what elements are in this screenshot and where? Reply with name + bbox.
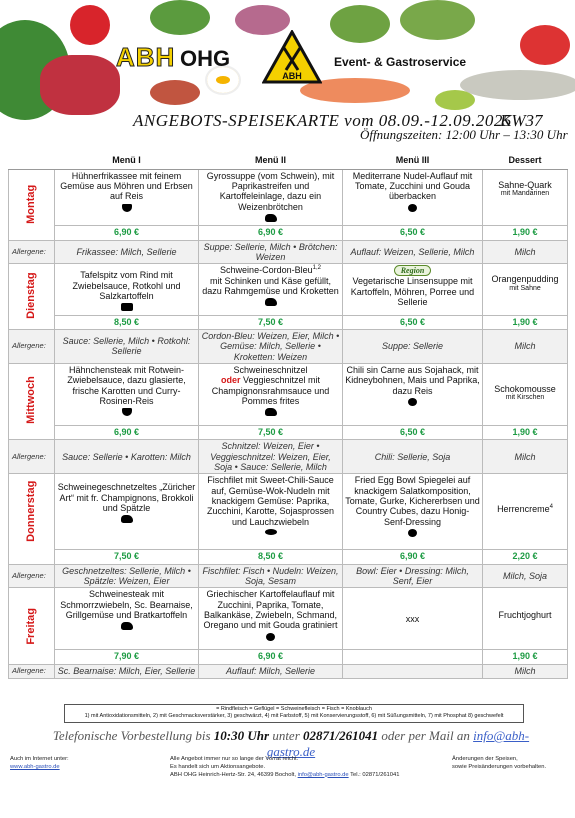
price-freitag-m1: 7,90 € [55,650,199,664]
dish-freitag-m2: Griechischer Kartoffelauflauf mit Zucchini, Paprika, Tomate, Balkankäse, Zwiebeln, Schmand, Oregano und mit Gouda gratiniert [199,588,343,650]
legend-box [64,704,524,723]
food-illustration-steak [150,80,200,105]
price-mittwoch-m3: 6,50 € [343,426,483,440]
header-blank [9,151,55,169]
price-dienstag-m1: 8,50 € [55,315,199,329]
price-donnerstag-m2: 8,50 € [199,550,343,564]
day-label-freitag: Freitag [9,588,55,664]
pork-icon [265,214,277,222]
allergen-mittwoch-m2: Schnitzel: Weizen, Eier • Veggieschnitzel: Weizen, Eier, Soja • Sauce: Sellerie, Milch [199,440,343,474]
dessert-mittwoch: Schokomousse mit Kirschen [483,364,568,426]
menu-header-row [9,151,568,169]
menu-table [8,151,568,679]
allergen-row-montag [9,240,568,264]
vegetarian-icon [266,633,275,641]
price-dienstag-m2: 7,50 € [199,315,343,329]
allergen-donnerstag-m1: Geschnetzeltes: Sellerie, Milch • Spätzle: Weizen, Eier [55,564,199,588]
dish-mittwoch-m1: Hähnchensteak mit Rotwein-Zwiebelsauce, dazu glasierte, frische Karotten und Curry-Rosinen-Reis [55,364,199,426]
price-row-mittwoch [9,426,568,440]
price-donnerstag-m1: 7,50 € [55,550,199,564]
beef-icon [121,303,133,311]
pork-icon [121,622,133,630]
allergen-dienstag-m3: Suppe: Sellerie [343,329,483,363]
col-dessert: Dessert [483,151,568,169]
legend-symbols: = Rindfleisch = Geflügel = Schweinefleisch = Fisch = Knoblauch [216,706,372,712]
price-donnerstag-m3: 6,90 € [343,550,483,564]
allergen-montag-m3: Auflauf: Weizen, Sellerie, Milch [343,240,483,264]
allergen-row-freitag [9,664,568,678]
allergen-label: Allergene: [9,440,55,474]
calendar-week: KW37 [500,111,543,130]
price-row-freitag [9,650,568,664]
price-freitag-dessert: 1,90 € [483,650,568,664]
dish-freitag-m1: Schweinesteak mit Schmorrzwiebeln, Sc. Bearnaise, Grillgemüse und Bratkartoffeln [55,588,199,650]
price-row-montag [9,226,568,240]
allergen-mittwoch-dessert: Milch [483,440,568,474]
food-illustration-tomato [520,25,570,65]
legend-additives: 1) mit Antioxidationsmitteln, 2) mit Geschmacksverstärker, 3) geschwärzt, 4) mit Farbstoff, 5) mit Konservierungsstoff, 6) mit Süßungsmitteln, 7) mit Phosphat 8) geschwefelt [84,713,504,720]
allergen-freitag-m2: Auflauf: Milch, Sellerie [199,664,343,678]
dish-donnerstag-m3: Fried Egg Bowl Spiegelei auf knackigem Salatkomposition, Tomate, Gurke, Kichererbsen und Country Cubes, dazu Honig-Senf-Dressing [343,474,483,550]
pork-icon [265,408,277,416]
allergen-label: Allergene: [9,664,55,678]
vegetarian-icon [408,204,417,212]
allergen-dienstag-dessert: Milch [483,329,568,363]
food-illustration-herbs [150,0,210,35]
cutlery-badge-icon [262,30,322,84]
allergen-freitag-m3 [343,664,483,678]
phone-order-banner: Telefonische Vorbestellung bis 10:30 Uhr unter 02871/261041 oder per Mail an info@abh-gastro.de [52,728,530,759]
dish-freitag-m3: xxx [343,588,483,650]
food-illustration-fish [460,70,575,100]
allergen-montag-m2: Suppe: Sellerie, Milch • Brötchen: Weizen [199,240,343,264]
food-illustration-pepper [70,5,110,45]
day-label-dienstag: Dienstag [9,264,55,330]
dessert-freitag: Fruchtjoghurt [483,588,568,650]
opening-hours: Öffnungszeiten: 12:00 Uhr – 13:30 Uhr [360,127,568,142]
price-freitag-m2: 6,90 € [199,650,343,664]
dish-dienstag-m3: Region Vegetarische Linsensuppe mit Kartoffeln, Möhren, Porree und Sellerie [343,264,483,315]
col-menu-2: Menü II [199,151,343,169]
allergen-montag-dessert: Milch [483,240,568,264]
allergen-freitag-m1: Sc. Bearnaise: Milch, Eier, Sellerie [55,664,199,678]
day-row-dienstag [9,264,568,315]
price-montag-m3: 6,50 € [343,226,483,240]
price-mittwoch-m2: 7,50 € [199,426,343,440]
poultry-icon [122,408,132,416]
email-link[interactable]: info@abh-gastro.de [266,728,530,759]
price-dienstag-dessert: 1,90 € [483,315,568,329]
dish-montag-m3: Mediterrane Nudel-Auflauf mit Tomate, Zucchini und Gouda überbacken [343,169,483,226]
dish-montag-m2: Gyrossuppe (vom Schwein), mit Paprikastreifen und Kartoffeleinlage, dazu ein Weizenbrötchen [199,169,343,226]
allergen-mittwoch-m3: Chili: Sellerie, Soja [343,440,483,474]
allergen-label: Allergene: [9,240,55,264]
price-row-donnerstag [9,550,568,564]
food-illustration-meat [40,55,120,115]
footer-left: Auch im Internet unter: www.abh-gastro.de [10,756,69,770]
price-dienstag-m3: 6,50 € [343,315,483,329]
price-mittwoch-m1: 6,90 € [55,426,199,440]
fish-icon [265,529,277,535]
allergen-donnerstag-m2: Fischfilet: Fisch • Nudeln: Weizen, Soja, Sesam [199,564,343,588]
price-montag-m1: 6,90 € [55,226,199,240]
allergen-freitag-dessert: Milch [483,664,568,678]
dessert-donnerstag: Herrencreme$^4$ [483,474,568,550]
allergen-row-mittwoch [9,440,568,474]
brand-tagline: Event- & Gastroservice [334,55,467,69]
day-row-freitag [9,588,568,650]
allergen-montag-m1: Frikassee: Milch, Sellerie [55,240,199,264]
dish-dienstag-m2: Schweine-Cordon-Bleu$^{1,2}$ mit Schinken und Käse gefüllt, dazu Rahmgemüse und Kroketten [199,264,343,315]
price-montag-dessert: 1,90 € [483,226,568,240]
region-badge: Region [394,265,432,276]
food-illustration-greens [400,0,475,40]
day-row-mittwoch [9,364,568,426]
allergen-mittwoch-m1: Sauce: Sellerie • Karotten: Milch [55,440,199,474]
food-illustration-avocado [330,5,390,43]
footer-right: Änderungen der Speisen, sowie Preisänderungen vorbehalten. [452,756,547,770]
dish-donnerstag-m1: Schweinegeschnetzeltes „Züricher Art“ mit fr. Champignons, Brokkoli und Spätzle [55,474,199,550]
price-mittwoch-dessert: 1,90 € [483,426,568,440]
day-label-donnerstag: Donnerstag [9,474,55,564]
allergen-donnerstag-m3: Bowl: Eier • Dressing: Milch, Senf, Eier [343,564,483,588]
day-label-mittwoch: Mittwoch [9,364,55,440]
pork-icon [265,298,277,306]
col-menu-3: Menü III [343,151,483,169]
pork-icon [121,515,133,523]
header-banner [0,0,575,150]
footer-middle: Alle Angebot immer nur so lange der Vorrat reicht. Es handelt sich um Aktionsangebote. ABH OHG Heinrich-Hertz-Str. 24, 46399 Bocholt, info@abh-gastro.de Tel.: 02871/261041 [170,756,400,778]
footer-email-link[interactable]: info@abh-gastro.de [297,771,349,778]
allergen-donnerstag-dessert: Milch, Soja [483,564,568,588]
page-title: ANGEBOTS-SPEISEKARTE vom 08.09.-12.09.2025 [133,111,512,130]
dish-montag-m1: Hühnerfrikassee mit feinem Gemüse aus Möhren und Erbsen auf Reis [55,169,199,226]
price-row-dienstag [9,315,568,329]
dessert-dienstag: Orangenpudding mit Sahne [483,264,568,315]
website-link[interactable]: www.abh-gastro.de [10,763,60,770]
dish-mittwoch-m2: Schweineschnitzel oder Veggieschnitzel mit Champignonsrahmsauce und Pommes frites [199,364,343,426]
day-row-donnerstag [9,474,568,550]
col-menu-1: Menü I [55,151,199,169]
allergen-label: Allergene: [9,329,55,363]
vegetarian-icon [408,529,417,537]
price-freitag-m3 [343,650,483,664]
vegetarian-icon [408,398,417,406]
badge-text: ABH [282,71,302,81]
day-label-montag: Montag [9,169,55,240]
price-donnerstag-dessert: 2,20 € [483,550,568,564]
poultry-icon [122,204,132,212]
dish-dienstag-m1: Tafelspitz vom Rind mit Zwiebelsauce, Rotkohl und Salzkartoffeln [55,264,199,315]
allergen-row-donnerstag [9,564,568,588]
dessert-montag: Sahne-Quark mit Mandarinen [483,169,568,226]
allergen-label: Allergene: [9,564,55,588]
allergen-row-dienstag [9,329,568,363]
brand-logo-abh: ABH [116,42,176,72]
dish-mittwoch-m3: Chili sin Carne aus Sojahack, mit Kidneybohnen, Mais und Paprika, dazu Reis [343,364,483,426]
brand-logo-ohg: OHG [180,46,231,71]
food-illustration-lime [435,90,475,110]
allergen-dienstag-m1: Sauce: Sellerie, Milch • Rotkohl: Sellerie [55,329,199,363]
price-montag-m2: 6,90 € [199,226,343,240]
allergen-dienstag-m2: Cordon-Bleu: Weizen, Eier, Milch • Gemüse: Milch, Sellerie • Kroketten: Weizen [199,329,343,363]
day-row-montag [9,169,568,226]
dish-donnerstag-m2: Fischfilet mit Sweet-Chili-Sauce auf, Gemüse-Wok-Nudeln mit knackigem Gemüse: Paprika, Zucchini, Karotte, Sojasprossen und Lauchzwiebeln [199,474,343,550]
